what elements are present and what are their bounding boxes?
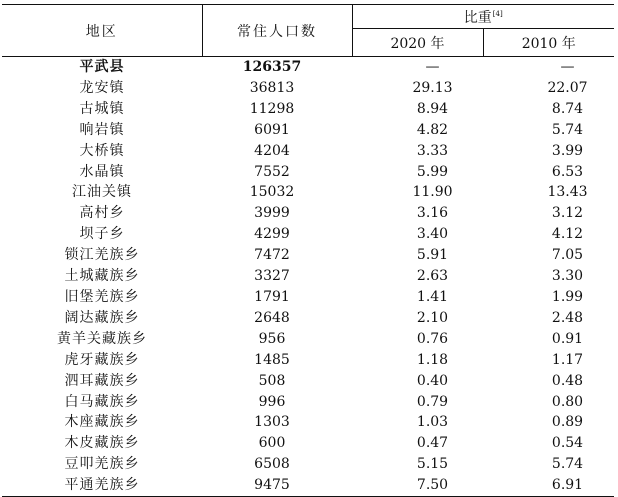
year-2020-header: 2020 年 bbox=[352, 29, 483, 57]
share-header-label: 比重 bbox=[463, 9, 492, 26]
region-name-cell: 虎牙藏族乡 bbox=[64, 351, 140, 368]
region-name-cell: 坝子乡 bbox=[79, 226, 125, 243]
table-row bbox=[2, 99, 614, 120]
share-2010-cell: 0.54 bbox=[551, 435, 584, 452]
region-name-cell: 龙安镇 bbox=[79, 79, 125, 96]
table-row bbox=[2, 78, 614, 99]
population-cell: 600 bbox=[258, 435, 286, 452]
share-2010-cell: 6.91 bbox=[483, 475, 614, 496]
population-cell: 3999 bbox=[254, 205, 290, 222]
share-2010-cell: 22.07 bbox=[547, 79, 588, 96]
share-2020-cell: 1.41 bbox=[416, 288, 449, 305]
region-name-cell: 豆叩羌族乡 bbox=[64, 456, 140, 473]
share-2010-cell: 0.80 bbox=[551, 393, 584, 410]
population-cell: 1303 bbox=[254, 414, 290, 431]
region-name-cell: 木座藏族乡 bbox=[64, 414, 140, 431]
region-name-cell: 白马藏族乡 bbox=[64, 393, 140, 410]
table-row bbox=[2, 266, 614, 287]
region-name-cell: 黄羊关藏族乡 bbox=[57, 330, 147, 347]
table-row bbox=[2, 182, 614, 203]
region-name-cell: 大桥镇 bbox=[79, 142, 125, 159]
population-cell: 996 bbox=[258, 393, 286, 410]
share-2010-cell: 1.99 bbox=[551, 288, 584, 305]
table-body bbox=[2, 57, 614, 497]
share-2020-cell: 4.82 bbox=[416, 121, 449, 138]
table-row-total bbox=[2, 57, 614, 78]
table-row bbox=[2, 120, 614, 141]
share-2010-cell: 5.74 bbox=[551, 456, 584, 473]
share-2020-cell: 3.40 bbox=[416, 226, 449, 243]
share-header bbox=[352, 5, 614, 29]
share-2020-cell: 0.76 bbox=[416, 330, 449, 347]
population-cell: 9475 bbox=[202, 475, 352, 496]
share-2010-cell: 2.48 bbox=[551, 309, 584, 326]
share-2020-cell: 0.47 bbox=[416, 435, 449, 452]
region-name-cell: 平通羌族乡 bbox=[2, 475, 202, 496]
region-name-cell: 阔达藏族乡 bbox=[64, 309, 140, 326]
table-row bbox=[2, 329, 614, 350]
region-name-cell: 平武县 bbox=[79, 59, 125, 75]
table-header bbox=[2, 5, 614, 57]
share-footnote-ref: [4] bbox=[492, 9, 503, 18]
region-name-cell: 旧堡羌族乡 bbox=[64, 288, 140, 305]
table-row bbox=[2, 308, 614, 329]
region-name-cell: 木皮藏族乡 bbox=[64, 435, 140, 452]
share-2020-cell: 5.91 bbox=[416, 247, 449, 264]
table-row bbox=[2, 203, 614, 224]
population-cell: 7472 bbox=[254, 247, 290, 264]
share-2010-cell: 0.91 bbox=[551, 330, 584, 347]
table-row bbox=[2, 412, 614, 433]
table-row bbox=[2, 162, 614, 183]
share-2020-cell: 1.03 bbox=[416, 414, 449, 431]
population-cell: 508 bbox=[258, 372, 286, 389]
population-cell: 3327 bbox=[254, 268, 290, 285]
share-2010-cell: 3.12 bbox=[551, 205, 584, 222]
table-row bbox=[2, 287, 614, 308]
region-name-cell: 泗耳藏族乡 bbox=[64, 372, 140, 389]
share-2020-cell: 0.79 bbox=[416, 393, 449, 410]
population-cell: 1791 bbox=[254, 288, 290, 305]
table-row bbox=[2, 350, 614, 371]
share-2010-cell: 3.99 bbox=[551, 142, 584, 159]
population-cell: 6091 bbox=[254, 121, 290, 138]
share-2020-cell: 1.18 bbox=[416, 351, 449, 368]
share-2010-cell: 0.48 bbox=[551, 372, 584, 389]
table-row bbox=[2, 371, 614, 392]
share-2010-cell: 3.30 bbox=[551, 268, 584, 285]
table-row bbox=[2, 141, 614, 162]
share-2010-cell: — bbox=[560, 59, 575, 75]
share-2020-cell: 2.63 bbox=[416, 268, 449, 285]
region-name-cell: 水晶镇 bbox=[79, 163, 125, 180]
share-2020-cell: 5.99 bbox=[416, 163, 449, 180]
share-2020-cell: 0.40 bbox=[416, 372, 449, 389]
population-cell: 1485 bbox=[254, 351, 290, 368]
share-2010-cell: 5.74 bbox=[551, 121, 584, 138]
population-cell: 7552 bbox=[254, 163, 290, 180]
share-2010-cell: 7.05 bbox=[551, 247, 584, 264]
region-name-cell: 高村乡 bbox=[79, 205, 125, 222]
share-2010-cell: 0.89 bbox=[551, 414, 584, 431]
population-cell: 11298 bbox=[249, 100, 295, 117]
region-name-cell: 古城镇 bbox=[79, 100, 125, 117]
population-table bbox=[2, 4, 614, 497]
share-2010-cell: 8.74 bbox=[551, 100, 584, 117]
table-row bbox=[2, 392, 614, 413]
share-2010-cell: 4.12 bbox=[551, 226, 584, 243]
population-cell: 6508 bbox=[254, 456, 290, 473]
region-name-cell: 响岩镇 bbox=[79, 121, 125, 138]
region-header: 地区 bbox=[2, 5, 202, 57]
share-2020-cell: 3.16 bbox=[416, 205, 449, 222]
share-2020-cell: 29.13 bbox=[412, 79, 453, 96]
share-2020-cell: 7.50 bbox=[352, 475, 483, 496]
population-cell: 2648 bbox=[254, 309, 290, 326]
share-2020-cell: 11.90 bbox=[412, 184, 453, 201]
table-row bbox=[2, 245, 614, 266]
population-cell: 4299 bbox=[254, 226, 290, 243]
population-cell: 4204 bbox=[254, 142, 290, 159]
share-2020-cell: — bbox=[425, 59, 440, 75]
region-name-cell: 江油关镇 bbox=[72, 184, 132, 201]
share-2010-cell: 13.43 bbox=[547, 184, 588, 201]
year-2010-header: 2010 年 bbox=[483, 29, 614, 57]
region-name-cell: 土城藏族乡 bbox=[64, 268, 140, 285]
share-2020-cell: 2.10 bbox=[416, 309, 449, 326]
table-row bbox=[2, 433, 614, 454]
share-2020-cell: 5.15 bbox=[416, 456, 449, 473]
population-cell: 956 bbox=[258, 330, 286, 347]
table-row bbox=[2, 454, 614, 475]
population-cell: 15032 bbox=[249, 184, 295, 201]
share-2010-cell: 6.53 bbox=[551, 163, 584, 180]
population-cell: 36813 bbox=[249, 79, 295, 96]
table-row bbox=[2, 224, 614, 245]
share-2020-cell: 3.33 bbox=[416, 142, 449, 159]
population-header: 常住人口数 bbox=[202, 5, 352, 57]
share-2020-cell: 8.94 bbox=[416, 100, 449, 117]
population-table-container bbox=[2, 4, 614, 497]
share-2010-cell: 1.17 bbox=[551, 351, 584, 368]
region-name-cell: 锁江羌族乡 bbox=[64, 247, 140, 264]
table-row bbox=[2, 475, 614, 496]
population-cell: 126357 bbox=[242, 59, 302, 75]
